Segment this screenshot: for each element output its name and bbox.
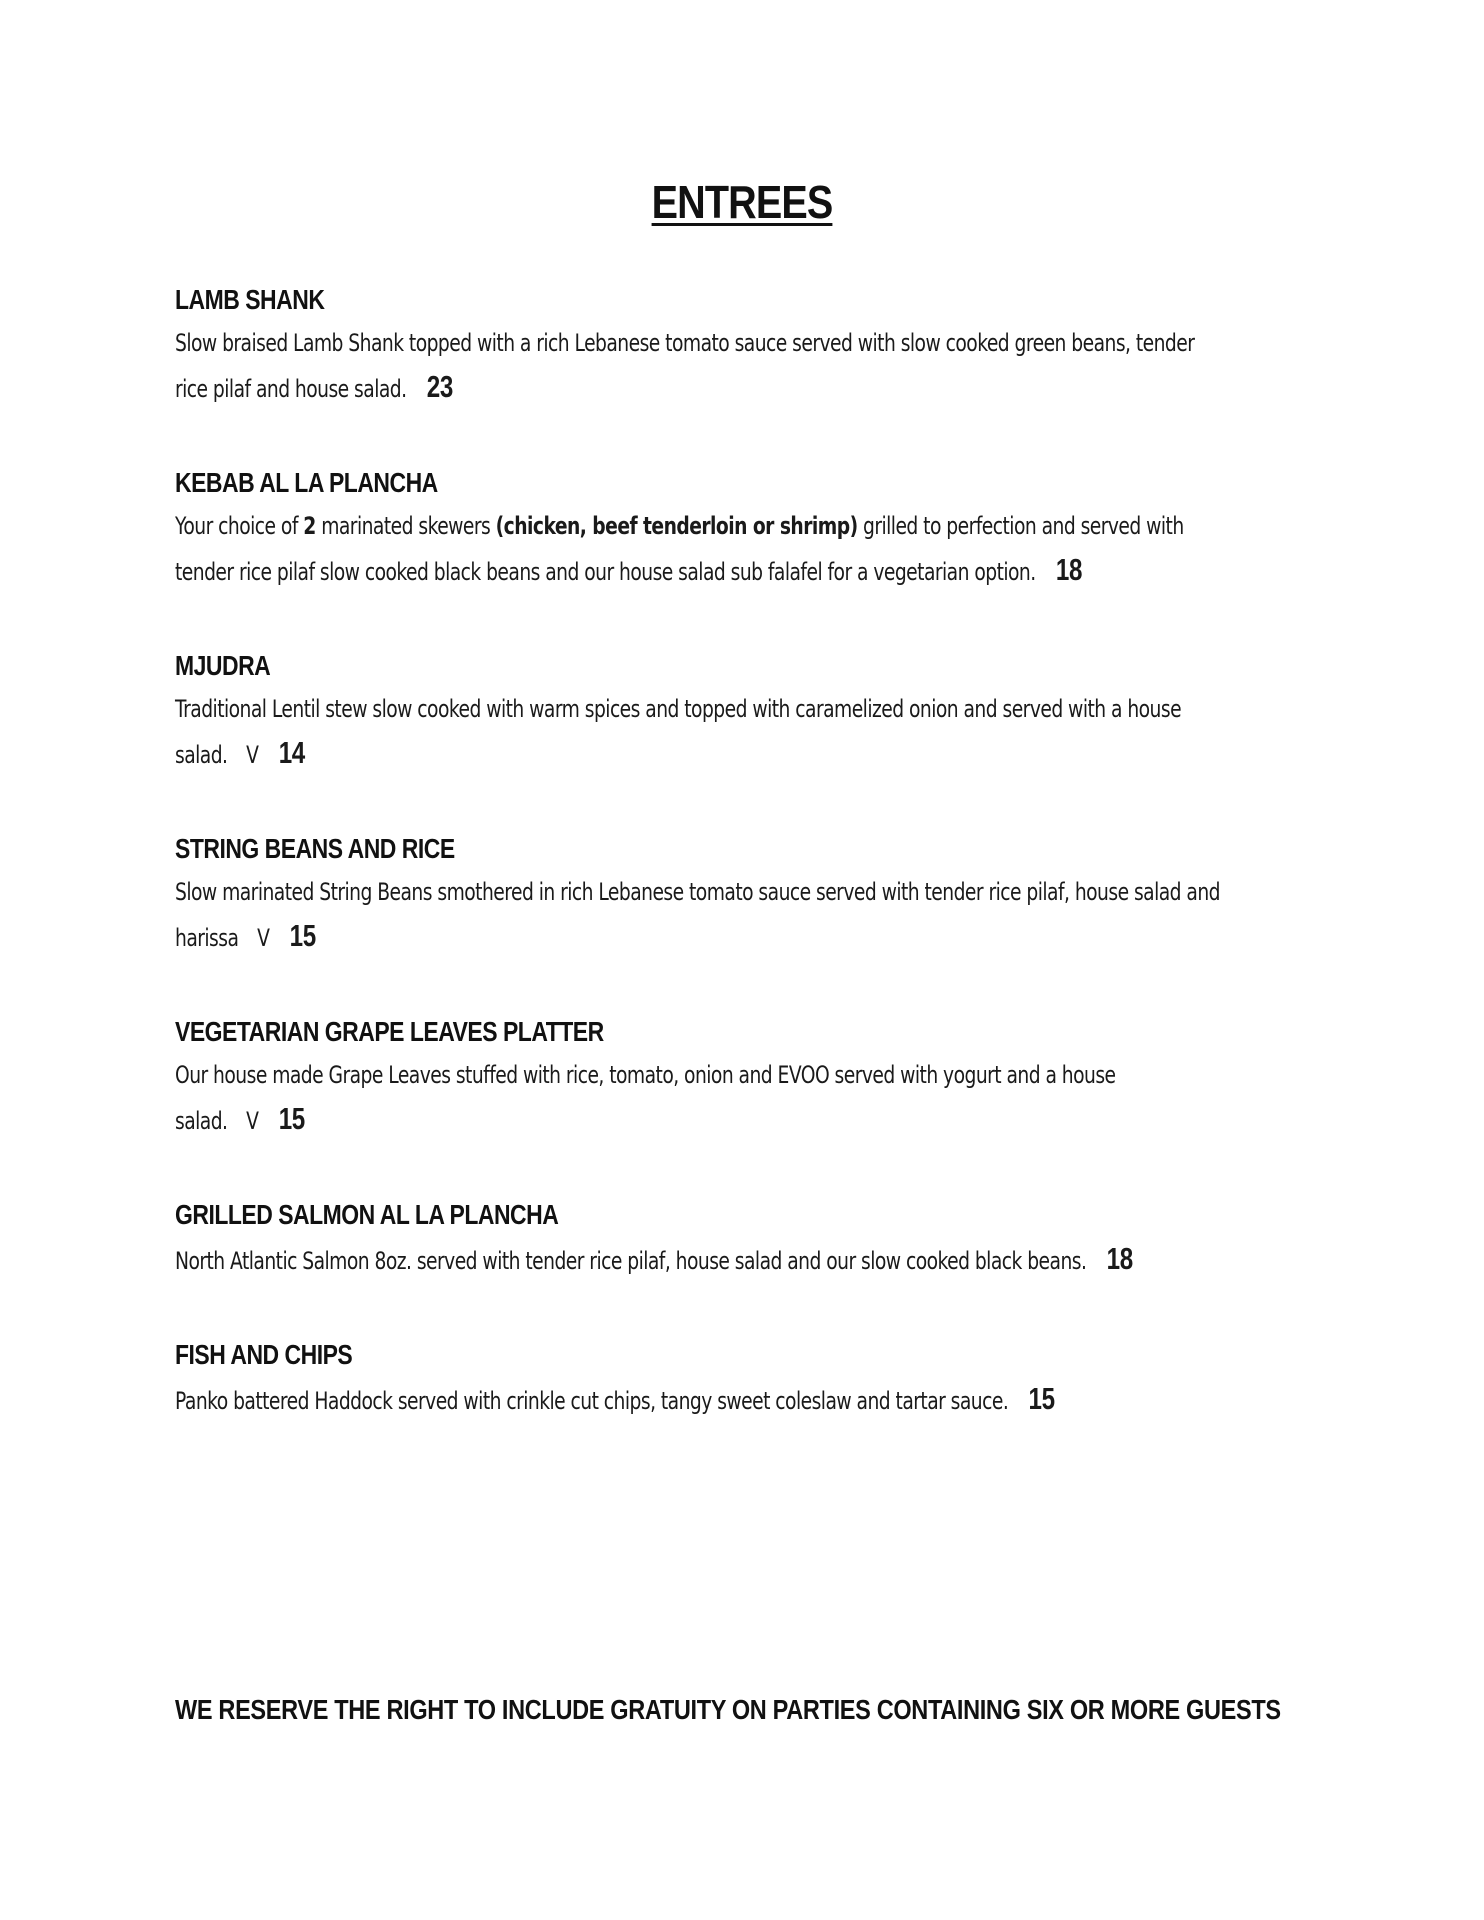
description-text: Panko battered Haddock served with crinkle cut chips, tangy sweet coleslaw and tartar sauce. bbox=[175, 1387, 1009, 1415]
menu-item-description bbox=[175, 322, 1220, 411]
description-middle: marinated skewers bbox=[321, 512, 491, 540]
menu-item-string-beans-and-rice bbox=[175, 827, 1325, 960]
menu-item-mjudra bbox=[175, 644, 1325, 777]
price: 23 bbox=[426, 369, 453, 404]
description-suffix: grilled to perfection and served with tender rice pilaf slow cooked black beans and our house salad sub falafel for a vegetarian option. bbox=[175, 512, 1184, 586]
vegetarian-tag: V bbox=[246, 741, 259, 769]
menu-item-description bbox=[175, 1377, 1220, 1423]
price: 18 bbox=[1055, 552, 1083, 587]
menu-item-vegetarian-grape-leaves-platter bbox=[175, 1010, 1325, 1143]
price: 14 bbox=[278, 735, 305, 770]
menu-item-description bbox=[175, 505, 1220, 594]
menu-item-description bbox=[175, 871, 1220, 960]
vegetarian-tag: V bbox=[246, 1107, 259, 1135]
menu-item-name: VEGETARIAN GRAPE LEAVES PLATTER bbox=[175, 1016, 604, 1047]
entrees-menu bbox=[175, 278, 1325, 1423]
menu-item-name: MJUDRA bbox=[175, 650, 271, 681]
price: 15 bbox=[1028, 1381, 1055, 1416]
menu-item-description bbox=[175, 1054, 1220, 1143]
vegetarian-tag: V bbox=[257, 924, 270, 952]
description-text: Slow marinated String Beans smothered in rich Lebanese tomato sauce served with tender rice pilaf, house salad and harissa bbox=[175, 878, 1220, 952]
description-text: Slow braised Lamb Shank topped with a rich Lebanese tomato sauce served with slow cooked green beans, tender rice pilaf and house salad. bbox=[175, 329, 1195, 403]
skewer-options: (chicken, beef tenderloin or shrimp) bbox=[495, 512, 858, 540]
menu-item-kebab-al-la-plancha bbox=[175, 461, 1325, 594]
menu-item-description bbox=[175, 1237, 1220, 1283]
description-prefix: Your choice of bbox=[175, 512, 298, 540]
gratuity-notice: WE RESERVE THE RIGHT TO INCLUDE GRATUITY ON PARTIES CONTAINING SIX OR MORE GUESTS bbox=[175, 1694, 1281, 1725]
description-text: Traditional Lentil stew slow cooked with warm spices and topped with caramelized onion and served with a house salad. bbox=[175, 695, 1182, 769]
menu-item-name: LAMB SHANK bbox=[175, 284, 325, 315]
menu-item-grilled-salmon-al-la-plancha bbox=[175, 1193, 1325, 1283]
menu-item-fish-and-chips bbox=[175, 1333, 1325, 1423]
description-text: North Atlantic Salmon 8oz. served with tender rice pilaf, house salad and our slow cooked black beans. bbox=[175, 1247, 1087, 1275]
price: 15 bbox=[289, 918, 316, 953]
menu-item-description bbox=[175, 688, 1220, 777]
page-title: ENTREES bbox=[651, 176, 833, 228]
price: 15 bbox=[278, 1101, 305, 1136]
description-text: Our house made Grape Leaves stuffed with rice, tomato, onion and EVOO served with yogurt and a house salad. bbox=[175, 1061, 1116, 1135]
menu-item-lamb-shank bbox=[175, 278, 1325, 411]
menu-item-name: FISH AND CHIPS bbox=[175, 1339, 353, 1370]
menu-item-name: GRILLED SALMON AL LA PLANCHA bbox=[175, 1199, 559, 1230]
menu-item-name: STRING BEANS AND RICE bbox=[175, 833, 455, 864]
menu-item-name: KEBAB AL LA PLANCHA bbox=[175, 467, 438, 498]
skewer-count: 2 bbox=[303, 512, 316, 540]
price: 18 bbox=[1106, 1241, 1133, 1276]
